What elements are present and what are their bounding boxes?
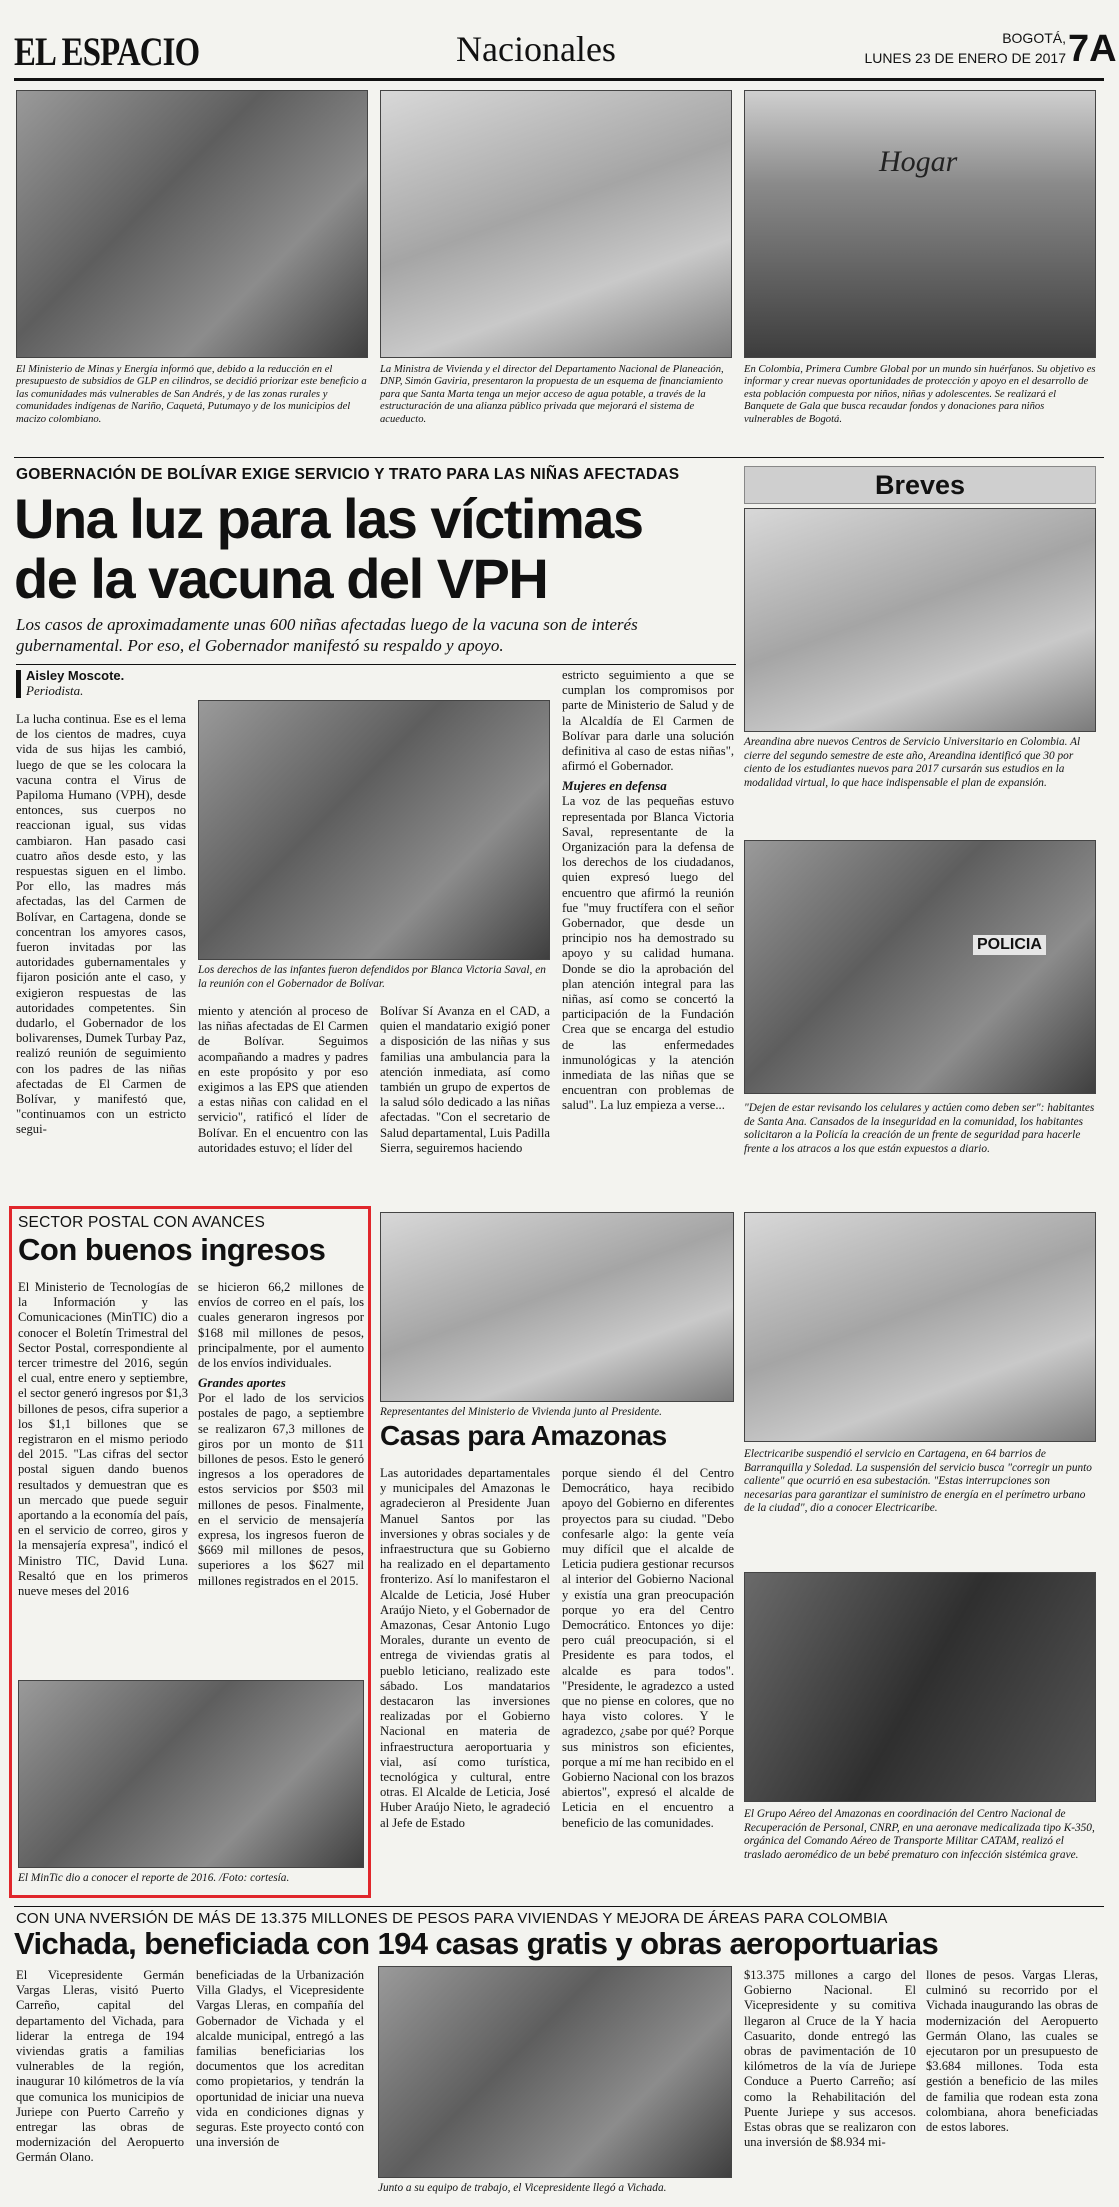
- photo-vph-meeting: [198, 700, 550, 960]
- postal-column-1: El Ministerio de Tecnologías de la Información y las Comunicaciones (MinTIC) dio a conocer el Boletín Trimestral del Sector Postal, correspondiente al tercer trimestre del 2016, según el cual, entre enero y septiembre, el sector generó ingresos por $1,3 billones de pesos, cifra superior a los $1,1 billones que se registraron en el mismo periodo del 2015. "Las cifras del sector postal siguen dando buenos resultados y demuestran que es un mercado que puede seguir aportando a la economía del país, en el servicio de correo, giros y la mensajería expresa", indicó el Ministro TIC, David Luna. Resaltó que en los primeros nueve meses del 2016: [18, 1280, 188, 1599]
- masthead-rule: [14, 78, 1104, 81]
- page-number: 7A: [1068, 28, 1117, 70]
- amazonas-headline: Casas para Amazonas: [380, 1420, 667, 1451]
- vph-deck: Los casos de aproximadamente unas 600 niñas afectadas luego de la vacuna son de interés gubernamental. Por eso, el Gobernador manifestó su respaldo y apoyo.: [16, 615, 638, 655]
- breves-header: [744, 466, 1096, 504]
- vichada-column-4: llones de pesos. Vargas Lleras, culminó su recorrido por el Vichada inaugurando las obras de modernización del Aeropuerto Germán Olano, las cuales se ejecutaron por un presupuesto de $3.684 millones. Toda esta gestión a beneficio de las miles de familia que rodean esta zona colombiana, ahora beneficiadas de estos labores.: [926, 1968, 1098, 2135]
- hogar-sign: Hogar: [879, 145, 958, 178]
- caption-cumbre: En Colombia, Primera Cumbre Global por un mundo sin huérfanos. Su objetivo es informar y crear nuevas oportunidades de protección y apoyo en el desarrollo de esta población compuesta por niños, niñas y adolescentes. Se realizará el Banquete de Gala que busca recaudar fondos y donaciones para niños vulnerables de Bogotá.: [744, 364, 1096, 425]
- photo-water-project: [380, 90, 732, 358]
- masthead-city: BOGOTÁ,: [1002, 30, 1066, 46]
- masthead-brand: EL ESPACIO: [14, 29, 200, 74]
- breves-title: Breves: [874, 470, 966, 500]
- caption-vichada: Junto a su equipo de trabajo, el Vicepresidente llegó a Vichada.: [378, 2182, 667, 2194]
- vichada-column-2: beneficiadas de la Urbanización Villa Gladys, el Vicepresidente Vargas Lleras, en compañía del Gobernador de Vichada y el alcalde municipal, entregó a las familias beneficiarias los documentos que los acreditan como propietarios, y tendrán la oportunidad de iniciar una nueva vida en condiciones dignas y seguras. Este proyecto contó con una inversión de: [196, 1968, 364, 2150]
- vph-column-2: miento y atención al proceso de las niñas afectadas de El Carmen de Bolívar. Seguimos acompañando a madres y padres en este propósito y por eso exigimos a las EPS que atienden a estas niñas con calidad en el servicio", ratificó el líder de Bolívar. En el encuentro con las autoridades estuvo; el líder del: [198, 1004, 368, 1155]
- caption-mintic: El MinTic dio a conocer el reporte de 2016. /Foto: cortesía.: [18, 1872, 290, 1884]
- vichada-top-rule: [14, 1906, 1104, 1907]
- vph-byline: [16, 668, 176, 699]
- amazonas-column-2: porque siendo él del Centro Democrático, haya recibido apoyo del Gobierno en diferentes proyectos para su ciudad. "Debo confesarle algo: la gente veía muy difícil que el alcalde de Leticia pudiera gestionar recursos al interior del Gobierno Nacional y existía una gran preocupación porque yo era del Centro Democrático. Entonces yo dije: pero cuál preocupación, si el Presidente es para todos, el alcalde es para todos". "Presidente, le agradezco a usted que no piense en colores, que no haya visto colores. Y le agradezco, ¿sabe por qué? Porque sus ministros son eficientes, porque a mí me han recibido en el Gobierno Nacional con los brazos abiertos", expresó el alcalde de Leticia en el encuentro a beneficio de las comunidades.: [562, 1466, 734, 1830]
- vph-column-4: [562, 668, 734, 1200]
- vph-headline-line-1: Una luz para las víctimas: [14, 487, 643, 550]
- vichada-headline: Vichada, beneficiada con 194 casas gratis y obras aeroportuarias: [14, 1926, 939, 1961]
- byline-bar: [16, 670, 21, 698]
- vph-column-1: La lucha continua. Ese es el lema de los cientos de madres, cuya vida de sus hijas les cambió, luego de que se les colocara la vacuna contra el Virus de Papiloma Humano (VPH), desde entonces, sus cuerpos no reaccionan igual, sus vidas cambiaron. Han pasado casi cuatro años desde esto, y las respuestas siguen en el limbo. Por ello, las madres más afectadas, las del Carmen de Bolívar, en Cartagena, donde se concentran los amyores casos, fueron invitadas por las autoridades gubernamentales y fijaron posición ante el caso, y exigieron respuestas de las autoridades competentes. Sin dudarlo, el Gobernador de los bolivarenses, Dumek Turbay Paz, realizó reunión de seguimiento con los padres de las niñas afectadas de El Carmen de Bolívar, y manifestó que, "continuamos con un estricto segui-: [16, 712, 186, 1137]
- top-row-rule: [14, 457, 1104, 458]
- caption-electricaribe: Electricaribe suspendió el servicio en Cartagena, en 64 barrios de Barranquilla y Soledad. La suspensión del servicio busca "corregir un punto caliente" que ocurrió en esa subestación. "Estas interrupciones son necesarias para garantizar el suministro de energía en el perímetro urbano de la ciudad", dio a conocer Electricaribe.: [744, 1448, 1092, 1515]
- vph-kicker: GOBERNACIÓN DE BOLÍVAR EXIGE SERVICIO Y TRATO PARA LAS NIÑAS AFECTADAS: [16, 466, 680, 483]
- photo-policia: [744, 840, 1096, 1094]
- caption-ministerio-vivienda: Representantes del Ministerio de Vivienda junto al Presidente.: [380, 1406, 662, 1418]
- vph-subhead-mujeres: Mujeres en defensa: [562, 778, 667, 794]
- caption-minas: El Ministerio de Minas y Energía informó que, debido a la reducción en el presupuesto de subsidios de GLP en cilindros, se decidió priorizar este beneficio a las comunidades más vulnerables de San Andrés, y de las zonas rurales y comunidades indígenas de Nariño, Caquetá, Putumayo y de los municipios del macizo colombiano.: [16, 364, 367, 425]
- vph-column-4-text-b: La voz de las pequeñas estuvo representada por Blanca Victoria Saval, representante de la Organización para la defensa de los derechos de los ciudadanos, quien expresó luego del encuentro que afirmó la reunión fue "muy fructífera con el señor Gobernador, que desde un principio nos ha demostrado su apoyo y su calidad humana. Donde se dio la aprobación del plan atención integral para las niñas, así como se concertó la participación de la Fundación Crea que se encarga del estudio de las enfermedades inmunológicas y la atención inmediata de las niñas que se encuentran con problemas de salud". La luz empieza a verse...: [562, 794, 734, 1113]
- photo-electricaribe: [744, 1212, 1096, 1442]
- postal-kicker: SECTOR POSTAL CON AVANCES: [18, 1214, 266, 1231]
- caption-aeronave: El Grupo Aéreo del Amazonas en coordinación del Centro Nacional de Recuperación de Personal, CNRP, en una aeronave medicalizada tipo K-350, orgánica del Comando Aéreo de Transporte Militar CATAM, realizó el traslado aeromédico de un bebé prematuro con infección sistémica grave.: [744, 1808, 1095, 1861]
- caption-vph-meeting: Los derechos de las infantes fueron defendidos por Blanca Victoria Saval, en la reunión con el Gobernador de Bolívar.: [198, 964, 546, 990]
- vph-headline-line-2: de la vacuna del VPH: [14, 547, 548, 610]
- photo-aeronave: [744, 1572, 1096, 1802]
- photo-areandina: [744, 508, 1096, 732]
- postal-column-2-text-b: Por el lado de los servicios postales de pago, a septiembre se realizaron 67,3 millones de giros por un monto de $11 billones de pesos. Esto le generó ingresos a los operadores de estos servicios por $503 mil millones de pesos. Finalmente, en el servicio de mensajería expresa, los ingresos fueron de $669 mil millones de pesos, superiores a los $627 mil millones registrados en el 2015.: [198, 1391, 364, 1588]
- section-title: Nacionales: [456, 29, 616, 69]
- byline-author: Aisley Moscote.: [26, 668, 125, 683]
- vichada-column-3: $13.375 millones a cargo del Gobierno Nacional. El Vicepresidente y su comitiva llegaron al Cruce de la Y hacia Casuarito, donde entregó las obras de pavimentación de 10 kilómetros de la vía de Juriepe Conduce a Puerto Carreño; así como la Rehabilitación del Puente Juriepe y sus accesos. Estas obras que se realizaron con una inversión de $8.934 mi-: [744, 1968, 916, 2150]
- postal-column-2: [198, 1280, 364, 1672]
- byline-role: Periodista.: [26, 683, 84, 698]
- amazonas-column-1: Las autoridades departamentales y municipales del Amazonas le agradecieron al Presidente Juan Manuel Santos por las inversiones y obras sociales y de infraestructura que su Gobierno ha realizado en el departamento fronterizo. Así lo manifestaron el Alcalde de Leticia, José Huber Araújo Nieto, y el Gobernador de Amazonas, Cesar Antonio Lugo Morales, durante un evento de entrega de viviendas gratis al pueblo leticiano, realizado este sábado. Los mandatarios destacaron las inversiones realizadas por el Gobierno Nacional en materia de infraestructura aeroportuaria y vial, así como turística, tecnológica y cultural, entre otras. El Alcalde de Leticia, José Huber Araújo Nieto, le agradeció al Jefe de Estado: [380, 1466, 550, 1830]
- postal-subhead-grandes-aportes: Grandes aportes: [198, 1375, 286, 1391]
- vichada-kicker: CON UNA NVERSIÓN DE MÁS DE 13.375 MILLONES DE PESOS PARA VIVIENDAS Y MEJORA DE ÁREAS PARA COLOMBIA: [16, 1910, 888, 1927]
- vph-deck-rule: [16, 664, 736, 665]
- vichada-column-1: El Vicepresidente Germán Vargas Lleras, visitó Puerto Carreño, capital del departamento del Vichada, para liderar la entrega de 194 viviendas gratis a familias vulnerables de la región, inaugurar 10 kilómetros de la vía que comunica los municipios de Juriepe con Puerto Carreño y entregar las obras de modernización del Aeropuerto Germán Olano.: [16, 1968, 184, 2165]
- policia-vest-label: POLICIA: [973, 935, 1046, 955]
- photo-indigenous-community: [16, 90, 368, 358]
- postal-headline: Con buenos ingresos: [18, 1232, 326, 1267]
- photo-ministerio-vivienda-presidente: [380, 1212, 734, 1402]
- photo-children-hogar: [744, 90, 1096, 358]
- caption-vivienda: La Ministra de Vivienda y el director del Departamento Nacional de Planeación, DNP, Simón Gaviria, presentaron la propuesta de un esquema de financiamiento para que Santa Marta tenga un mejor acceso de agua potable, a través de la estructuración de una alianza público privada que mejorará el sistema de acueducto.: [380, 364, 724, 425]
- postal-column-2-text-a: se hicieron 66,2 millones de envíos de correo en el país, los cuales generaron ingresos por $168 mil millones de pesos, principalmente, por el aumento de los envíos individuales.: [198, 1280, 364, 1371]
- masthead-date: LUNES 23 DE ENERO DE 2017: [864, 50, 1066, 66]
- vph-column-3: Bolívar Sí Avanza en el CAD, a quien el mandatario exigió poner a disposición de las niñas y sus familias una ambulancia para la atención inmediata, así como también un grupo de expertos de la salud sólo dedicado a las niñas afectadas. "Con el secretario de Salud departamental, Luis Padilla Sierra, seguiremos haciendo: [380, 1004, 550, 1155]
- caption-areandina: Areandina abre nuevos Centros de Servicio Universitario en Colombia. Al cierre del segundo semestre de este año, Areandina identificó que 30 por ciento de los estudiantes nuevos para 2017 cursarán sus estudios en la modalidad virtual, lo que hace indispensable el plan de expansión.: [744, 736, 1081, 789]
- photo-vicepresidente-vichada: [378, 1966, 732, 2178]
- photo-mintic: [18, 1680, 364, 1868]
- caption-santa-ana: "Dejen de estar revisando los celulares y actúen como deben ser": habitantes de Santa Ana. Cansados de la inseguridad en la comunidad, los habitantes solicitaron a la Policía la creación de un frente de seguridad para hacerle frente a los atracos a los que están expuestos a diario.: [744, 1102, 1095, 1155]
- vph-column-4-text-a: estricto seguimiento a que se cumplan los compromisos por parte de Ministerio de Salud y de la Alcaldía de El Carmen de Bolívar para darle una solución definitiva al caso de estas niñas", afirmó el Gobernador.: [562, 668, 734, 774]
